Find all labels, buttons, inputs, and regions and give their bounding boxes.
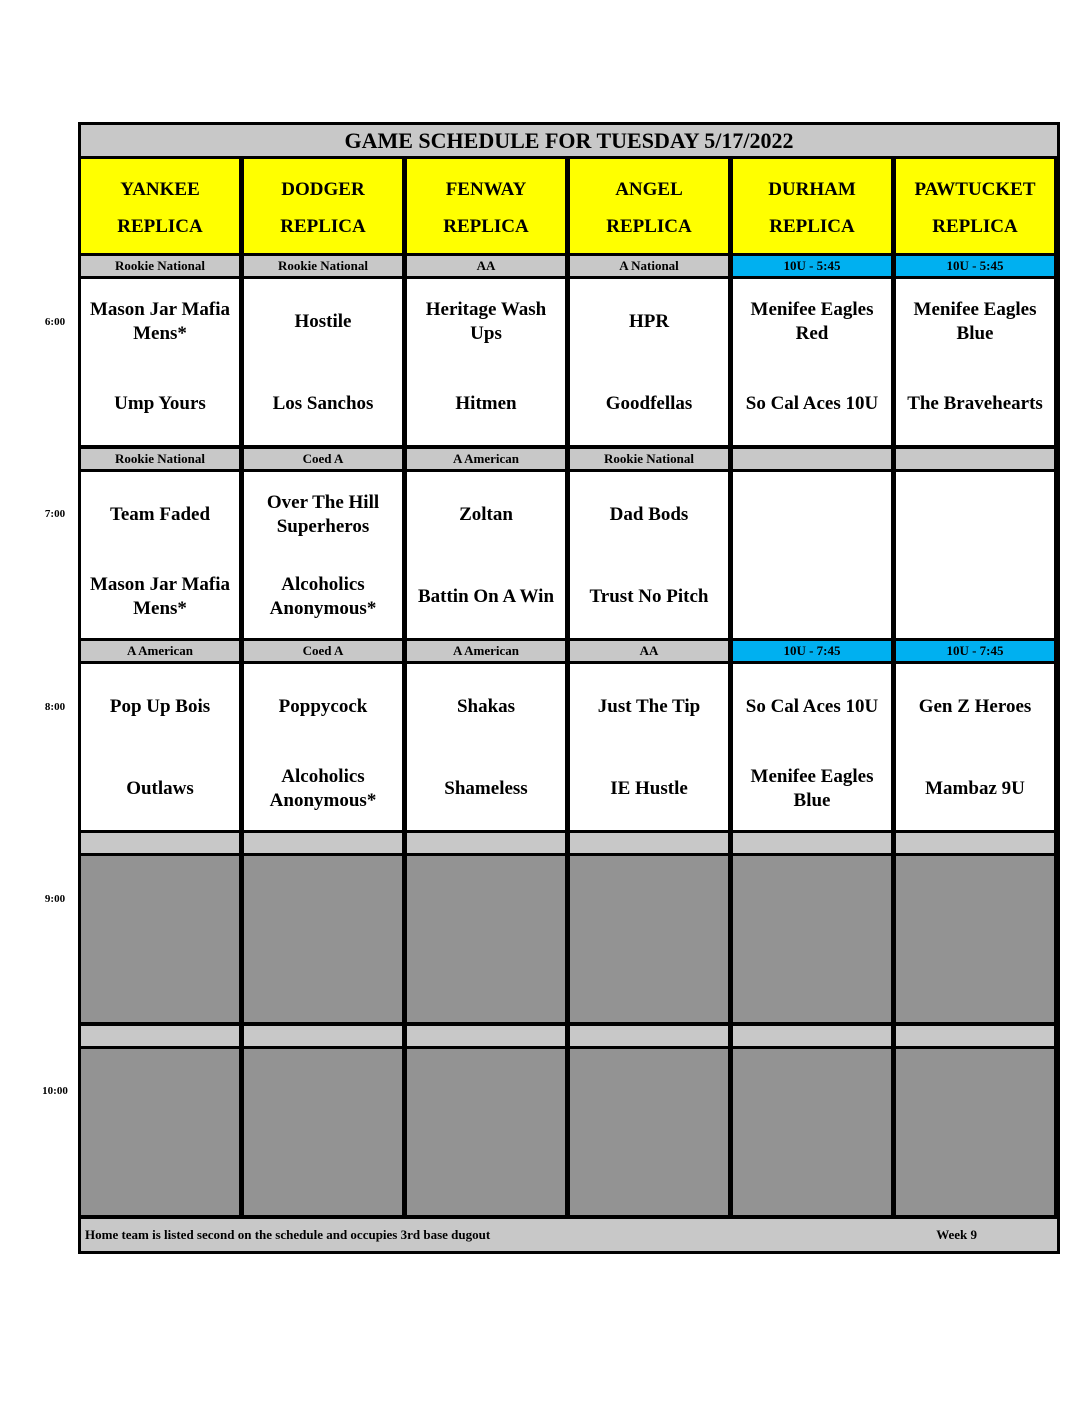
time-label: 7:00 <box>44 508 66 520</box>
game-cell <box>733 279 891 445</box>
game-cell <box>81 472 239 638</box>
home-team: Alcoholics Anonymous* <box>269 766 377 811</box>
schedule-table <box>78 122 1060 1254</box>
division-label: Rookie National <box>81 449 239 469</box>
field-name: DODGER <box>281 179 365 200</box>
away-team: Zoltan <box>459 504 513 525</box>
game-cell <box>244 279 402 445</box>
division-label: 10U - 7:45 <box>896 641 1054 661</box>
division-label <box>733 449 891 469</box>
unused-slot <box>407 1049 565 1215</box>
home-team <box>896 556 1054 638</box>
home-team-note: Home team is listed second on the schedule and occupies 3rd base dugout <box>85 1227 491 1242</box>
division-label <box>896 449 1054 469</box>
unused-slot <box>244 1049 402 1215</box>
division-label: A American <box>407 449 565 469</box>
division-label: AA <box>407 256 565 276</box>
division-label-empty <box>570 833 728 853</box>
away-team: Mason Jar Mafia Mens* <box>89 299 231 344</box>
game-cell <box>407 279 565 445</box>
time-label: 8:00 <box>44 701 66 713</box>
division-label: Coed A <box>244 449 402 469</box>
away-team: Poppycock <box>278 696 368 717</box>
home-team: Mambaz 9U <box>925 778 1025 799</box>
home-team: IE Hustle <box>610 778 688 799</box>
game-cell <box>570 279 728 445</box>
home-team: Outlaws <box>126 778 194 799</box>
game-cell <box>407 664 565 830</box>
field-header-durham <box>733 159 891 253</box>
home-team: The Bravehearts <box>907 393 1043 414</box>
away-team: HPR <box>628 311 670 332</box>
division-label-empty <box>407 833 565 853</box>
home-team: So Cal Aces 10U <box>745 393 879 414</box>
unused-slot <box>570 856 728 1022</box>
home-team: Alcoholics Anonymous* <box>269 574 377 619</box>
unused-slot <box>733 856 891 1022</box>
field-type: REPLICA <box>769 216 855 237</box>
away-team <box>733 474 891 556</box>
game-cell <box>570 664 728 830</box>
home-team: Goodfellas <box>605 393 693 414</box>
division-label-empty <box>407 1026 565 1046</box>
unused-slot <box>733 1049 891 1215</box>
away-team: Over The Hill Superheros <box>266 492 380 537</box>
division-label-empty <box>733 833 891 853</box>
game-cell <box>244 472 402 638</box>
away-team: Dad Bods <box>609 504 689 525</box>
home-team: Los Sanchos <box>272 393 374 414</box>
division-label-empty <box>896 833 1054 853</box>
away-team: Menifee Eagles Blue <box>913 299 1037 344</box>
division-label-empty <box>244 1026 402 1046</box>
unused-slot <box>81 856 239 1022</box>
away-team: So Cal Aces 10U <box>745 696 879 717</box>
field-header-fenway <box>407 159 565 253</box>
field-name: DURHAM <box>768 179 856 200</box>
division-label: Coed A <box>244 641 402 661</box>
unused-slot <box>407 856 565 1022</box>
home-team: Menifee Eagles Blue <box>750 766 874 811</box>
home-team: Trust No Pitch <box>589 586 709 607</box>
division-label: 10U - 7:45 <box>733 641 891 661</box>
away-team: Pop Up Bois <box>109 696 211 717</box>
field-type: REPLICA <box>932 216 1018 237</box>
away-team: Just The Tip <box>597 696 701 717</box>
game-cell <box>733 664 891 830</box>
division-label-empty <box>896 1026 1054 1046</box>
field-type: REPLICA <box>443 216 529 237</box>
away-team: Hostile <box>294 311 352 332</box>
game-cell <box>244 664 402 830</box>
division-label-empty <box>244 833 402 853</box>
footer-bar <box>81 1219 1057 1251</box>
division-label: AA <box>570 641 728 661</box>
division-label: 10U - 5:45 <box>896 256 1054 276</box>
home-team: Hitmen <box>455 393 517 414</box>
division-label-empty <box>733 1026 891 1046</box>
field-name: PAWTUCKET <box>914 179 1036 200</box>
field-name: ANGEL <box>615 179 683 200</box>
division-label-empty <box>81 1026 239 1046</box>
away-team <box>896 474 1054 556</box>
game-cell <box>570 472 728 638</box>
time-label: 6:00 <box>44 316 66 328</box>
division-label: Rookie National <box>81 256 239 276</box>
time-label: 9:00 <box>44 893 66 905</box>
division-label: A American <box>81 641 239 661</box>
division-label: Rookie National <box>570 449 728 469</box>
game-cell <box>407 472 565 638</box>
game-cell <box>733 472 891 638</box>
away-team: Team Faded <box>109 504 211 525</box>
home-team <box>733 556 891 638</box>
home-team: Ump Yours <box>114 393 206 414</box>
away-team: Menifee Eagles Red <box>750 299 874 344</box>
game-cell <box>896 279 1054 445</box>
unused-slot <box>244 856 402 1022</box>
away-team: Heritage Wash Ups <box>425 299 547 344</box>
away-team: Gen Z Heroes <box>918 696 1032 717</box>
game-cell <box>81 279 239 445</box>
division-label: A American <box>407 641 565 661</box>
field-header-yankee <box>81 159 239 253</box>
unused-slot <box>896 856 1054 1022</box>
field-type: REPLICA <box>117 216 203 237</box>
field-name: YANKEE <box>120 179 200 200</box>
division-label-empty <box>81 833 239 853</box>
away-team: Shakas <box>456 696 516 717</box>
home-team: Shameless <box>444 778 528 799</box>
unused-slot <box>896 1049 1054 1215</box>
time-label: 10:00 <box>42 1085 68 1097</box>
field-type: REPLICA <box>280 216 366 237</box>
field-header-dodger <box>244 159 402 253</box>
field-type: REPLICA <box>606 216 692 237</box>
field-name: FENWAY <box>445 179 527 200</box>
unused-slot <box>570 1049 728 1215</box>
field-header-pawtucket <box>896 159 1054 253</box>
page-title: GAME SCHEDULE FOR TUESDAY 5/17/2022 <box>81 125 1057 156</box>
week-label: Week 9 <box>936 1227 977 1242</box>
division-label-empty <box>570 1026 728 1046</box>
game-cell <box>896 664 1054 830</box>
game-cell <box>896 472 1054 638</box>
unused-slot <box>81 1049 239 1215</box>
home-team: Battin On A Win <box>417 586 555 607</box>
division-label: A National <box>570 256 728 276</box>
home-team: Mason Jar Mafia Mens* <box>89 574 231 619</box>
division-label: 10U - 5:45 <box>733 256 891 276</box>
game-cell <box>81 664 239 830</box>
division-label: Rookie National <box>244 256 402 276</box>
field-header-angel <box>570 159 728 253</box>
